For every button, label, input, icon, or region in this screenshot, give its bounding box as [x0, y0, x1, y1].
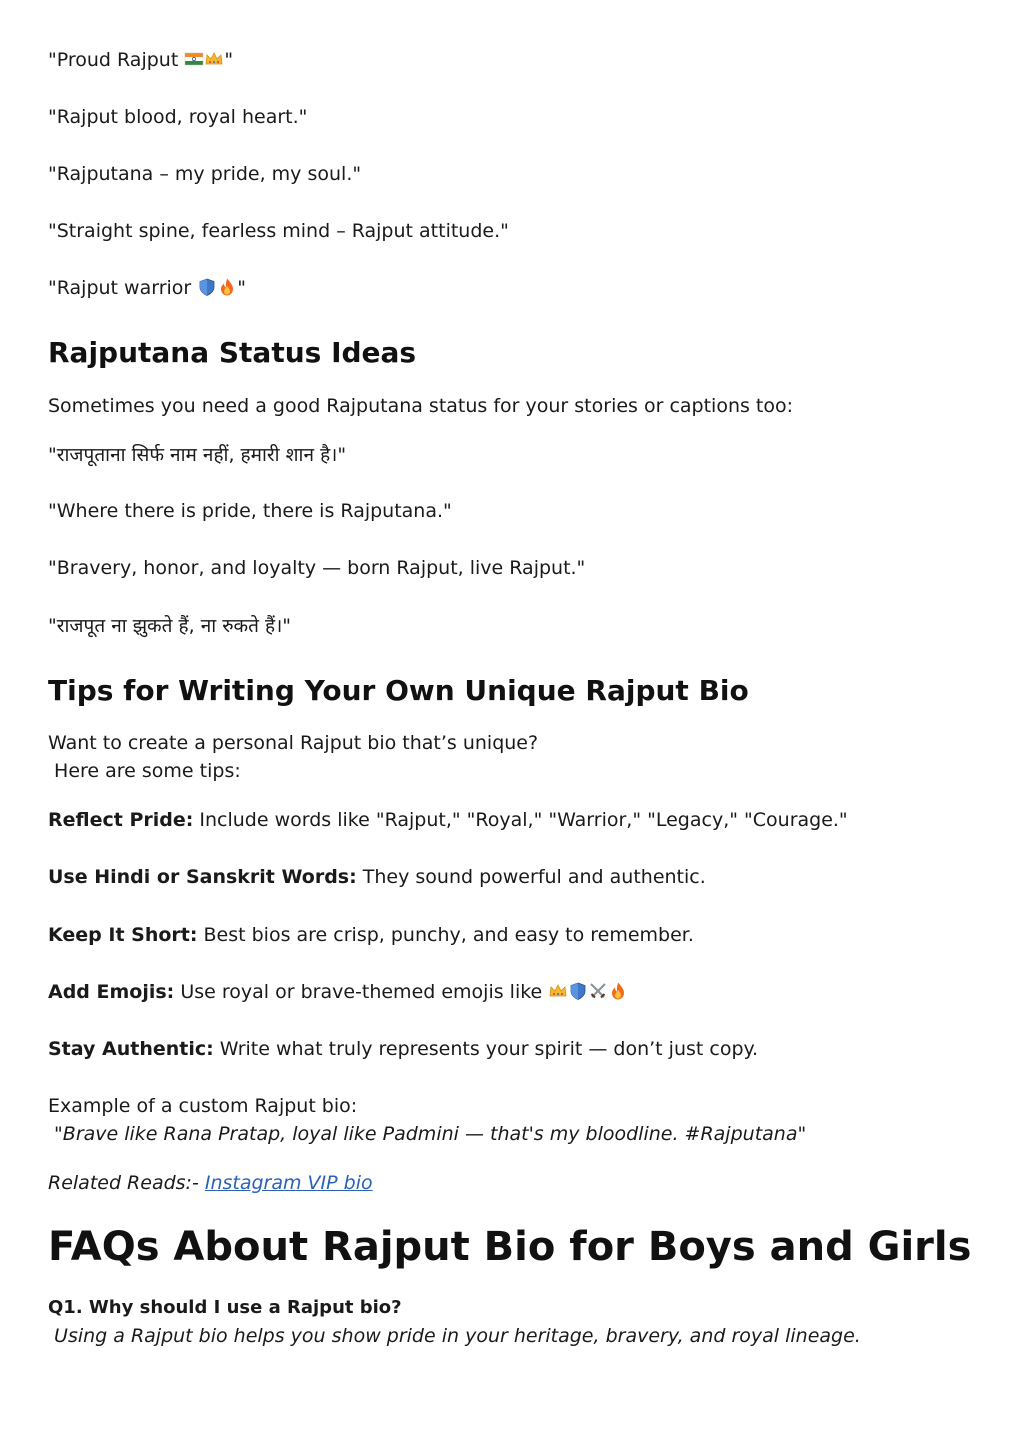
shield-icon [568, 981, 588, 1001]
india-flag-icon [184, 49, 204, 69]
tip-text: Include words like "Rajput," "Royal," "Warrior," "Legacy," "Courage." [193, 809, 848, 831]
related-reads-prefix: Related Reads:- [48, 1172, 205, 1194]
example-bio: "Brave like Rana Pratap, loyal like Padmini — that's my bloodline. #Rajputana" [48, 1123, 807, 1145]
tips-intro-line-2: Here are some tips: [48, 760, 241, 782]
bio-line-3: "Rajputana – my pride, my soul." [48, 163, 362, 185]
status-intro: Sometimes you need a good Rajputana status for your stories or captions too: [48, 395, 794, 417]
tip-label: Add Emojis: [48, 981, 175, 1003]
related-link-instagram-vip-bio[interactable]: Instagram VIP bio [204, 1172, 373, 1194]
status-heading: Rajputana Status Ideas [48, 336, 417, 369]
tip-label: Use Hindi or Sanskrit Words: [48, 866, 357, 888]
status-item: "राजपूताना सिर्फ नाम नहीं, हमारी शान है।" [48, 444, 347, 466]
related-reads [48, 1171, 373, 1195]
bio-line-1-text: "Proud Rajput [48, 49, 185, 71]
tip-text: They sound powerful and authentic. [356, 866, 706, 888]
bio-line-5-text: "Rajput warrior [48, 277, 198, 299]
crossed-swords-icon [588, 981, 608, 1001]
tip-text: Best bios are crisp, punchy, and easy to remember. [197, 924, 694, 946]
crown-icon [548, 981, 568, 1001]
tips-heading: Tips for Writing Your Own Unique Rajput Bio [48, 674, 749, 707]
fire-icon [217, 277, 237, 297]
crown-icon [204, 49, 224, 69]
tip-item [48, 808, 848, 832]
status-item: "राजपूत ना झुकते हैं, ना रुकते हैं।" [48, 615, 292, 637]
status-item: "Bravery, honor, and loyalty — born Rajput, live Rajput." [48, 557, 586, 579]
tips-intro-line-1: Want to create a personal Rajput bio that’s unique? [48, 732, 539, 754]
faq-question-1: Q1. Why should I use a Rajput bio? [48, 1297, 402, 1318]
bio-line-2: "Rajput blood, royal heart." [48, 106, 308, 128]
bio-line-5 [48, 276, 246, 300]
bio-line-1 [48, 48, 233, 72]
tip-item [48, 980, 628, 1004]
faq-heading: FAQs About Rajput Bio for Boys and Girls [48, 1224, 972, 1270]
bio-line-4: "Straight spine, fearless mind – Rajput attitude." [48, 220, 509, 242]
tip-label: Stay Authentic: [48, 1038, 214, 1060]
bio-line-1-close: " [224, 49, 234, 71]
tip-item [48, 923, 694, 947]
faq-answer-1: Using a Rajput bio helps you show pride in your heritage, bravery, and royal lineage. [48, 1325, 861, 1347]
fire-icon [608, 981, 628, 1001]
tip-label: Reflect Pride: [48, 809, 194, 831]
tip-text: Use royal or brave-themed emojis like [174, 981, 549, 1003]
tip-text: Write what truly represents your spirit — don’t just copy. [213, 1038, 759, 1060]
tip-item [48, 1037, 758, 1061]
tip-item [48, 865, 706, 889]
shield-icon [197, 277, 217, 297]
example-label: Example of a custom Rajput bio: [48, 1095, 358, 1117]
status-item: "Where there is pride, there is Rajputana." [48, 500, 452, 522]
tip-label: Keep It Short: [48, 924, 198, 946]
bio-line-5-close: " [237, 277, 247, 299]
